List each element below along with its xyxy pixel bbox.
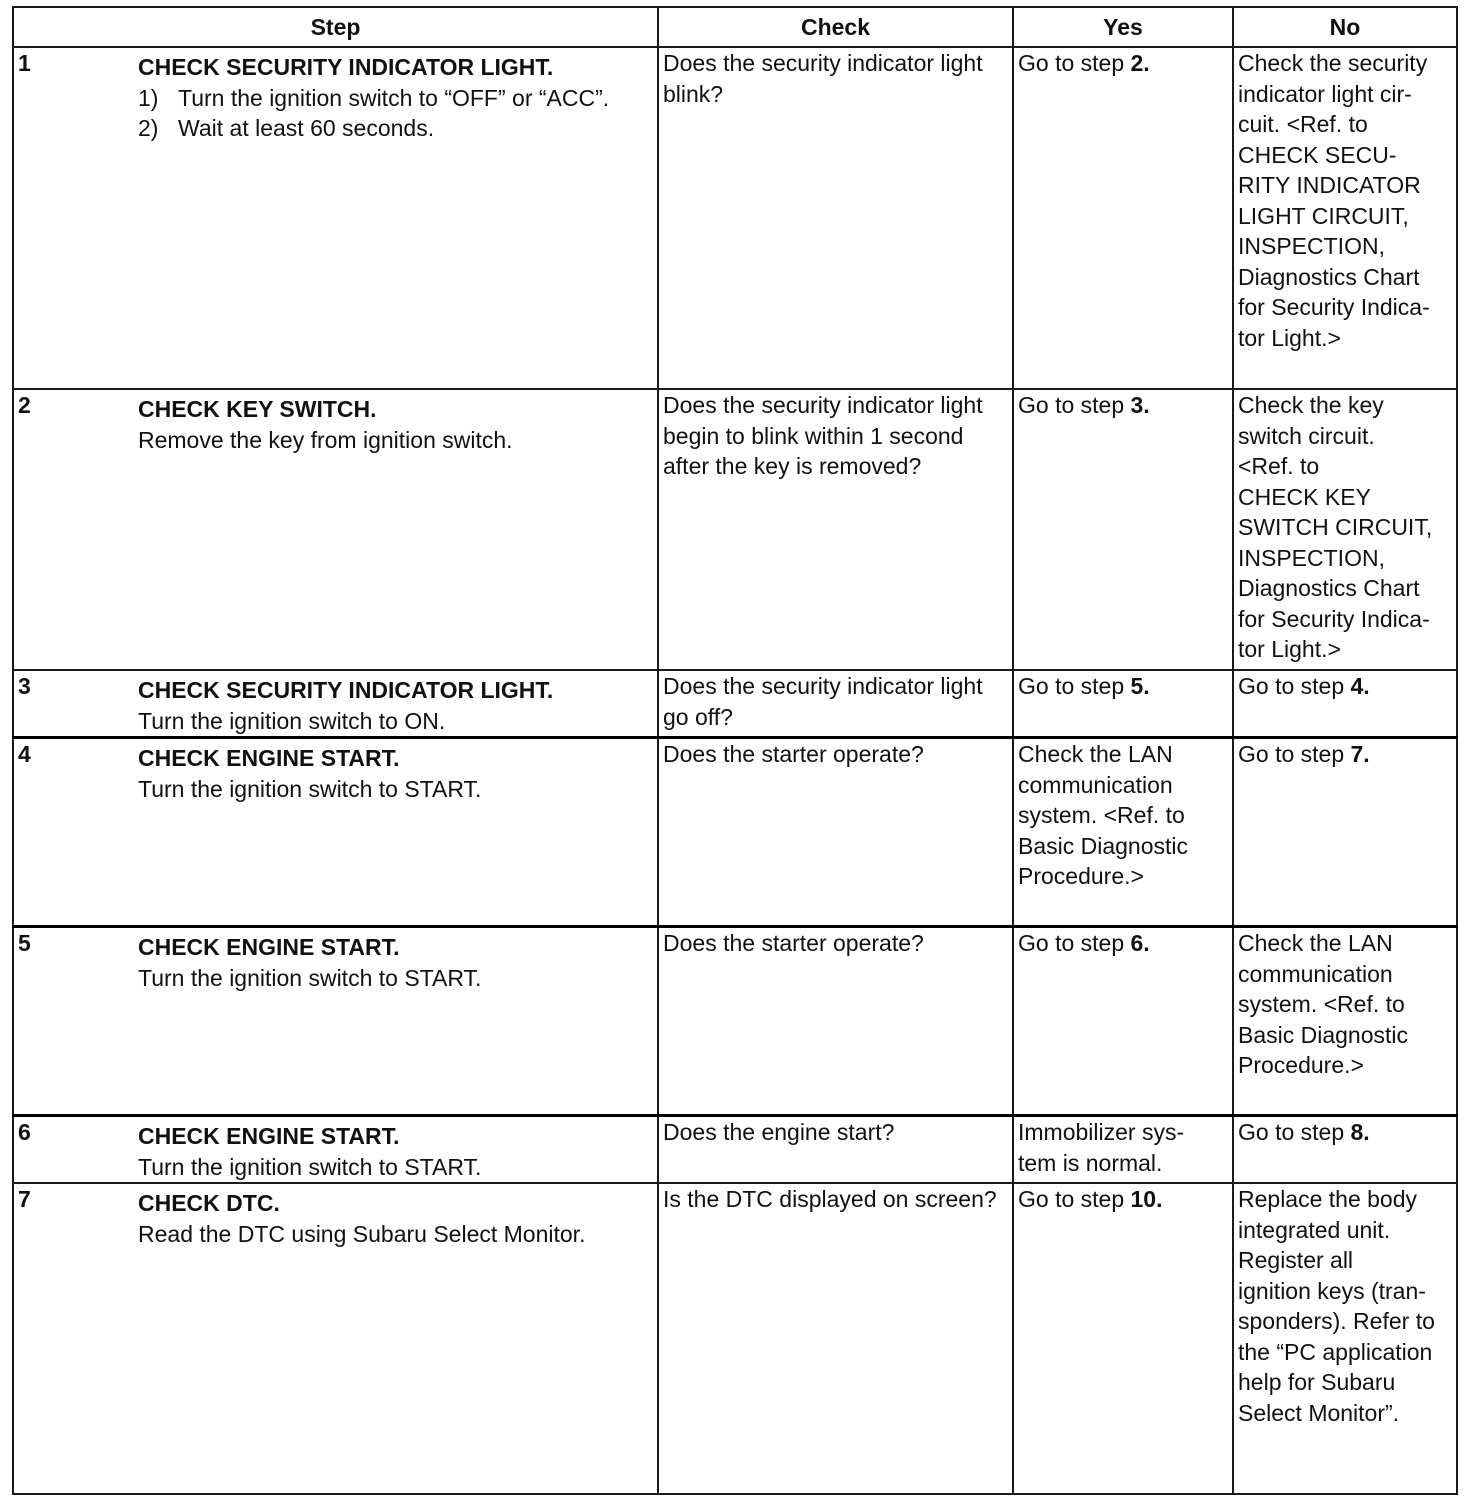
no-line: LIGHT CIRCUIT,: [1238, 202, 1409, 229]
yes-cell: [1013, 927, 1233, 1116]
yes-line: system. <Ref. to: [1018, 802, 1185, 828]
yes-step-ref: 5.: [1130, 673, 1150, 699]
no-line: tor Light.>: [1238, 324, 1341, 351]
yes-line: Basic Diagnostic: [1018, 832, 1189, 859]
step-number: 6: [18, 1119, 31, 1145]
step-title: CHECK SECURITY INDICATOR LIGHT.: [138, 54, 554, 80]
no-line: SWITCH CIRCUIT,: [1238, 514, 1433, 540]
yes-line: Immobilizer sys-: [1018, 1119, 1185, 1145]
check-cell: Is the DTC displayed on screen?: [658, 1183, 1013, 1494]
no-line: indicator light cir-: [1238, 80, 1412, 107]
yes-cell: [1013, 389, 1233, 670]
yes-text: Go to step: [1018, 392, 1131, 418]
table-row: [13, 1116, 1457, 1184]
no-line: INSPECTION,: [1238, 233, 1385, 259]
no-line: Diagnostics Chart: [1238, 575, 1420, 601]
substep: [138, 113, 653, 144]
no-line: cuit. <Ref. to: [1238, 111, 1368, 137]
yes-cell: [1013, 1116, 1233, 1184]
table-row: [13, 670, 1457, 738]
step-number: 2: [18, 392, 31, 418]
step-title: CHECK SECURITY INDICATOR LIGHT.: [138, 677, 554, 703]
yes-text: Go to step: [1018, 1186, 1131, 1212]
no-step-ref: 8.: [1350, 1119, 1370, 1145]
step-description: Read the DTC using Subaru Select Monitor.: [138, 1220, 586, 1247]
table-row: [13, 389, 1457, 670]
no-text: Go to step: [1238, 673, 1351, 699]
no-line: switch circuit.: [1238, 422, 1375, 449]
step-cell: [13, 927, 658, 1116]
step-title: CHECK KEY SWITCH.: [138, 396, 377, 422]
step-description: Remove the key from ignition switch.: [138, 426, 513, 453]
no-text: Go to step: [1238, 741, 1351, 767]
yes-cell: [1013, 738, 1233, 927]
step-cell: [13, 389, 658, 670]
yes-line: communication: [1018, 771, 1173, 798]
step-number: 7: [18, 1186, 31, 1212]
no-line: sponders). Refer to: [1238, 1308, 1435, 1334]
no-line: Check the key: [1238, 392, 1384, 418]
step-title: CHECK ENGINE START.: [138, 1123, 400, 1149]
table-row: [13, 738, 1457, 927]
no-line: help for Subaru: [1238, 1369, 1396, 1395]
substep-number: 1): [138, 84, 159, 111]
step-number: 4: [18, 741, 31, 767]
step-title: CHECK ENGINE START.: [138, 934, 400, 960]
yes-step-ref: 3.: [1130, 392, 1150, 418]
no-line: system. <Ref. to: [1238, 991, 1405, 1017]
table-row: [13, 1183, 1457, 1494]
no-line: Register all: [1238, 1247, 1354, 1273]
header-no: No: [1233, 7, 1457, 47]
no-cell: [1233, 47, 1457, 389]
yes-cell: [1013, 47, 1233, 389]
no-line: the “PC application: [1238, 1338, 1433, 1365]
no-cell: [1233, 670, 1457, 738]
header-step: Step: [13, 7, 658, 47]
substep-text: Turn the ignition switch to “OFF” or “ACC”.: [178, 84, 610, 111]
check-cell: Does the security indicator light begin to blink within 1 second after the key is removed?: [658, 389, 1013, 670]
no-cell: [1233, 1183, 1457, 1494]
step-description: Turn the ignition switch to START.: [138, 775, 482, 802]
step-cell: [13, 670, 658, 738]
table-header-row: [13, 7, 1457, 47]
no-cell: [1233, 389, 1457, 670]
yes-step-ref: 6.: [1130, 930, 1150, 956]
substep-number: 2): [138, 115, 159, 141]
no-cell: [1233, 927, 1457, 1116]
no-line: CHECK KEY: [1238, 483, 1371, 510]
yes-step-ref: 10.: [1130, 1186, 1163, 1212]
step-cell: [13, 738, 658, 927]
yes-text: Go to step: [1018, 50, 1131, 76]
table-row: [13, 47, 1457, 389]
substep: [138, 83, 653, 114]
check-cell: Does the starter operate?: [658, 927, 1013, 1116]
yes-line: tem is normal.: [1018, 1149, 1163, 1176]
no-line: tor Light.>: [1238, 636, 1341, 662]
substep-text: Wait at least 60 seconds.: [178, 115, 435, 141]
no-line: CHECK SECU-: [1238, 141, 1397, 168]
step-cell: [13, 1183, 658, 1494]
diagnostic-chart-page: [12, 6, 1456, 1496]
check-cell: Does the starter operate?: [658, 738, 1013, 927]
check-cell: Does the security indicator light go off?: [658, 670, 1013, 738]
no-line: Check the LAN: [1238, 930, 1393, 956]
diagnostic-table: [12, 6, 1458, 1495]
no-step-ref: 7.: [1350, 741, 1370, 767]
no-line: RITY INDICATOR: [1238, 172, 1421, 198]
yes-line: Check the LAN: [1018, 741, 1173, 767]
no-line: INSPECTION,: [1238, 544, 1385, 571]
header-yes: Yes: [1013, 7, 1233, 47]
yes-cell: [1013, 1183, 1233, 1494]
step-title: CHECK DTC.: [138, 1190, 280, 1216]
no-line: Select Monitor”.: [1238, 1399, 1400, 1426]
no-line: integrated unit.: [1238, 1216, 1391, 1243]
no-line: <Ref. to: [1238, 453, 1320, 479]
no-line: Check the security: [1238, 50, 1428, 76]
yes-text: Go to step: [1018, 930, 1131, 956]
check-cell: Does the security indicator light blink?: [658, 47, 1013, 389]
no-line: Procedure.>: [1238, 1052, 1364, 1078]
no-line: Diagnostics Chart: [1238, 263, 1420, 290]
yes-cell: [1013, 670, 1233, 738]
no-line: Basic Diagnostic: [1238, 1021, 1409, 1048]
no-cell: [1233, 1116, 1457, 1184]
yes-line: Procedure.>: [1018, 863, 1144, 889]
check-cell: Does the engine start?: [658, 1116, 1013, 1184]
step-description: Turn the ignition switch to START.: [138, 1153, 482, 1180]
no-text: Go to step: [1238, 1119, 1351, 1145]
no-cell: [1233, 738, 1457, 927]
no-line: Replace the body: [1238, 1186, 1418, 1212]
no-line: for Security Indica-: [1238, 294, 1430, 320]
step-cell: [13, 47, 658, 389]
step-cell: [13, 1116, 658, 1184]
no-line: for Security Indica-: [1238, 605, 1430, 632]
yes-step-ref: 2.: [1130, 50, 1150, 76]
step-description: Turn the ignition switch to ON.: [138, 707, 446, 734]
no-step-ref: 4.: [1350, 673, 1370, 699]
step-number: 3: [18, 673, 31, 699]
step-number: 5: [18, 930, 31, 956]
no-line: ignition keys (tran-: [1238, 1277, 1426, 1304]
step-description: Turn the ignition switch to START.: [138, 964, 482, 991]
yes-text: Go to step: [1018, 673, 1131, 699]
header-check: Check: [658, 7, 1013, 47]
step-number: 1: [18, 50, 31, 76]
table-row: [13, 927, 1457, 1116]
step-title: CHECK ENGINE START.: [138, 745, 400, 771]
no-line: communication: [1238, 960, 1393, 987]
